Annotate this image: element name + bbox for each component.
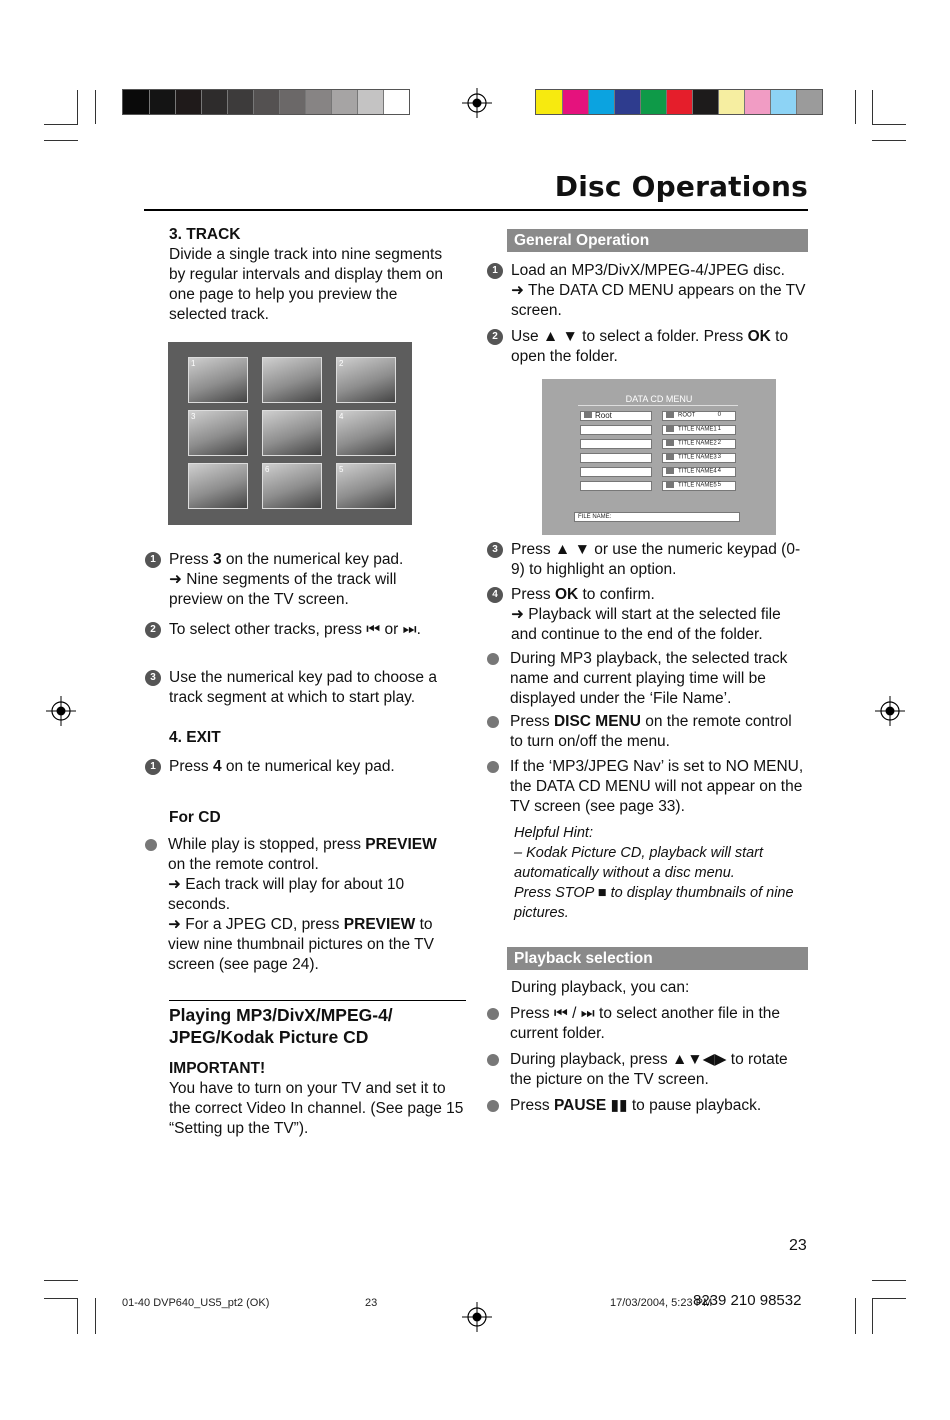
segment-thumbnail <box>262 463 322 509</box>
empty-row <box>580 453 652 463</box>
for-cd-heading: For CD <box>169 809 221 826</box>
right-step-2 <box>487 327 807 367</box>
right-bullet-1 <box>485 649 807 709</box>
step-text <box>169 757 395 777</box>
crop-mark <box>44 1298 78 1299</box>
color-swatch <box>175 90 201 114</box>
text: on te numerical key pad. <box>221 758 395 775</box>
segment-thumbnail <box>262 357 322 403</box>
color-swatch <box>614 90 640 114</box>
segment-thumbnail <box>336 357 396 403</box>
step-text: To select other tracks, press ⏮ or ⏭. <box>169 621 421 638</box>
step-text <box>169 550 445 610</box>
hint-line: Press STOP ■ to display thumbnails of nine pictures. <box>514 885 794 921</box>
text: Press <box>169 758 213 775</box>
crop-mark <box>855 1298 856 1334</box>
footer-date: 17/03/2004, 5:23 PM <box>610 1297 713 1309</box>
key-label: PREVIEW <box>343 916 416 933</box>
track-segments-preview <box>168 342 412 525</box>
step-number-2-icon: 2 <box>145 622 161 638</box>
menu-title: DATA CD MENU <box>625 394 693 404</box>
important-label: IMPORTANT! <box>169 1060 266 1077</box>
hint-line: – Kodak Picture CD, playback will start automatically without a disc menu. <box>514 845 764 881</box>
playing-heading: Playing MP3/DivX/MPEG-4/ JPEG/Kodak Picture CD <box>169 1005 393 1047</box>
menu-file-row <box>662 481 736 491</box>
segment-thumbnail <box>188 357 248 403</box>
color-swatch <box>227 90 253 114</box>
key-label: PAUSE <box>553 1097 607 1114</box>
text: to open the folder. <box>511 328 789 365</box>
menu-file-number: 1 <box>717 426 721 432</box>
segment-number: 6 <box>265 465 270 474</box>
crop-mark <box>44 1280 78 1281</box>
menu-file-row <box>662 467 736 477</box>
key-label: DISC MENU <box>553 713 641 730</box>
registration-mark-icon <box>875 696 905 726</box>
result-text: to view nine thumbnail pictures on the TV screen (see page 24). <box>168 916 434 973</box>
text: Press <box>169 551 213 568</box>
result-text: ➜ The DATA CD MENU appears on the TV screen. <box>511 282 806 319</box>
exit-heading: 4. EXIT <box>169 729 221 746</box>
text: Press <box>510 713 554 730</box>
bullet-text <box>510 712 807 752</box>
text: Load an MP3/DivX/MPEG-4/JPEG disc. <box>511 262 785 279</box>
segment-thumbnail <box>336 410 396 456</box>
bullet-icon <box>487 1008 499 1020</box>
color-swatch <box>640 90 666 114</box>
step-number-3-icon: 3 <box>145 670 161 686</box>
color-swatch <box>305 90 331 114</box>
crop-mark <box>872 1280 906 1281</box>
bullet-text: During MP3 playback, the selected track name and current playing time will be displayed under the ‘File Name’. <box>510 650 788 707</box>
color-swatch <box>357 90 383 114</box>
key-label: PREVIEW <box>365 836 437 853</box>
empty-row <box>580 467 652 477</box>
folder-icon <box>666 412 674 418</box>
playback-bullet-2 <box>485 1050 807 1090</box>
menu-file-name: TITLE NAME5 <box>678 482 717 489</box>
bullet-icon <box>487 653 499 665</box>
registration-mark-icon <box>46 696 76 726</box>
color-swatch <box>253 90 279 114</box>
color-swatch <box>770 90 796 114</box>
playback-bullet-3 <box>485 1096 807 1116</box>
text: Press <box>511 586 555 603</box>
key-label: 4 <box>212 758 222 775</box>
result-text: ➜ For a JPEG CD, press <box>168 916 344 933</box>
crop-mark <box>872 124 906 125</box>
crop-mark <box>95 90 96 124</box>
color-swatch <box>744 90 770 114</box>
registration-mark-icon <box>462 88 492 118</box>
color-swatch <box>279 90 305 114</box>
playback-bullet-1 <box>485 1004 807 1044</box>
registration-mark-icon <box>462 1302 492 1332</box>
footer-code: 8239 210 98532 <box>693 1292 802 1309</box>
step-text: Use the numerical key pad to choose a track segment at which to start play. <box>169 669 437 706</box>
grayscale-calibration-bar <box>122 89 410 115</box>
right-step-1 <box>487 261 807 321</box>
menu-file-name: ROOT <box>678 412 696 419</box>
menu-file-name: TITLE NAME2 <box>678 440 717 447</box>
menu-file-number: 2 <box>717 440 721 446</box>
file-name-row <box>574 512 740 522</box>
step-number-1-icon: 1 <box>487 263 503 279</box>
right-step-4 <box>487 585 807 645</box>
menu-title-line <box>578 405 738 406</box>
menu-file-row <box>662 439 736 449</box>
crop-mark <box>872 90 873 124</box>
crop-mark <box>872 140 906 141</box>
track-heading: 3. TRACK <box>169 226 241 243</box>
folder-icon <box>584 412 592 418</box>
data-cd-menu-screenshot <box>542 379 776 535</box>
left-step-2 <box>145 620 445 640</box>
crop-mark <box>872 1298 906 1299</box>
menu-file-number: 0 <box>717 412 721 418</box>
general-operation-bar: General Operation <box>507 229 808 252</box>
crop-mark <box>855 90 856 124</box>
color-swatch <box>796 90 822 114</box>
crop-mark <box>44 124 78 125</box>
step-text <box>511 261 807 321</box>
crop-mark <box>77 1298 78 1334</box>
step-number-4-icon: 4 <box>487 587 503 603</box>
color-swatch <box>331 90 357 114</box>
color-swatch <box>718 90 744 114</box>
empty-row <box>580 481 652 491</box>
text: on the remote control to turn on/off the menu. <box>510 713 792 750</box>
color-swatch <box>588 90 614 114</box>
disc-icon <box>666 440 674 446</box>
menu-file-row <box>662 425 736 435</box>
crop-mark <box>44 140 78 141</box>
title-rule <box>144 209 808 211</box>
playback-selection-bar: Playback selection <box>507 947 808 970</box>
during-playback-text: During playback, you can: <box>511 979 690 996</box>
step-number-2-icon: 2 <box>487 329 503 345</box>
menu-file-name: TITLE NAME1 <box>678 426 717 433</box>
bullet-text <box>168 835 453 975</box>
disc-icon <box>666 426 674 432</box>
bullet-text: If the ‘MP3/JPEG Nav’ is set to NO MENU, the DATA CD MENU will not appear on the TV screen (see page 33). <box>510 758 804 815</box>
menu-file-number: 3 <box>717 454 721 460</box>
left-step-1 <box>145 550 445 610</box>
segment-thumbnail <box>188 463 248 509</box>
right-bullet-2 <box>485 712 807 752</box>
color-swatch <box>201 90 227 114</box>
step-number-1-icon: 1 <box>145 552 161 568</box>
section-rule <box>169 1000 466 1001</box>
disc-icon <box>666 482 674 488</box>
menu-file-name: TITLE NAME3 <box>678 454 717 461</box>
crop-mark <box>77 90 78 124</box>
color-swatch <box>536 90 562 114</box>
text: While play is stopped, press <box>168 836 366 853</box>
right-bullet-3 <box>485 757 807 817</box>
text: on the numerical key pad. <box>221 551 404 568</box>
bullet-text: During playback, press ▲▼◀▶ to rotate the picture on the TV screen. <box>510 1051 788 1088</box>
color-calibration-bar <box>535 89 823 115</box>
bullet-icon <box>487 1100 499 1112</box>
color-swatch <box>149 90 175 114</box>
menu-file-number: 4 <box>717 468 721 474</box>
menu-file-row <box>662 453 736 463</box>
page-title: Disc Operations <box>554 170 808 203</box>
segment-number: 4 <box>339 412 344 421</box>
crop-mark <box>95 1298 96 1334</box>
step-text <box>511 327 807 367</box>
bullet-icon <box>145 839 157 851</box>
result-text: ➜ Each track will play for about 10 seconds. <box>168 876 405 913</box>
bullet-icon <box>487 716 499 728</box>
file-name-label: FILE NAME: <box>578 514 612 520</box>
important-text: You have to turn on your TV and set it to the correct Video In channel. (See page 15 “Setting up the TV”). <box>169 1080 464 1137</box>
left-step-3 <box>145 668 445 708</box>
segment-number: 5 <box>339 465 344 474</box>
key-label: 3 <box>212 551 222 568</box>
segment-thumbnail <box>262 410 322 456</box>
menu-file-name: TITLE NAME4 <box>678 468 717 475</box>
color-swatch <box>692 90 718 114</box>
helpful-hint <box>514 823 804 923</box>
track-description: Divide a single track into nine segments by regular intervals and display them on one page to help you preview the selected track. <box>169 246 443 323</box>
step-number-3-icon: 3 <box>487 542 503 558</box>
bullet-icon <box>487 1054 499 1066</box>
step-number-1-icon: 1 <box>145 759 161 775</box>
empty-row <box>580 425 652 435</box>
key-label: OK <box>747 328 771 345</box>
text: to confirm. <box>578 586 655 603</box>
root-label: Root <box>595 411 612 420</box>
bullet-text <box>510 1096 761 1116</box>
menu-file-row <box>662 411 736 421</box>
color-swatch <box>123 90 149 114</box>
text: Press <box>510 1097 554 1114</box>
disc-icon <box>666 454 674 460</box>
segment-number: 1 <box>191 359 196 368</box>
result-text: ➜ Playback will start at the selected file and continue to the end of the folder. <box>511 606 781 643</box>
segment-thumbnail <box>188 410 248 456</box>
disc-icon <box>666 468 674 474</box>
root-row <box>580 411 652 421</box>
color-swatch <box>666 90 692 114</box>
right-step-3 <box>487 540 807 580</box>
text: Use ▲ ▼ to select a folder. Press <box>511 328 748 345</box>
bullet-text: Press ⏮ / ⏭ to select another file in the current folder. <box>510 1005 780 1042</box>
step-text: Press ▲ ▼ or use the numeric keypad (0-9) to highlight an option. <box>511 541 801 578</box>
segment-number: 3 <box>191 412 196 421</box>
step-text <box>511 585 807 645</box>
color-swatch <box>383 90 409 114</box>
text: on the remote control. <box>168 856 319 873</box>
segment-thumbnail <box>336 463 396 509</box>
hint-title: Helpful Hint: <box>514 825 593 841</box>
key-label: OK <box>554 586 579 603</box>
page-number: 23 <box>789 1237 807 1254</box>
color-swatch <box>562 90 588 114</box>
exit-step-1 <box>145 757 445 777</box>
footer-file: 01-40 DVP640_US5_pt2 (OK) <box>122 1297 270 1309</box>
crop-mark <box>872 1298 873 1334</box>
menu-file-number: 5 <box>717 482 721 488</box>
bullet-icon <box>487 761 499 773</box>
footer-page: 23 <box>365 1297 378 1309</box>
result-text: ➜ Nine segments of the track will preview on the TV screen. <box>169 571 397 608</box>
for-cd-bullet <box>143 835 453 975</box>
empty-row <box>580 439 652 449</box>
segment-number: 2 <box>339 359 344 368</box>
text: ▮▮ to pause playback. <box>606 1097 762 1114</box>
